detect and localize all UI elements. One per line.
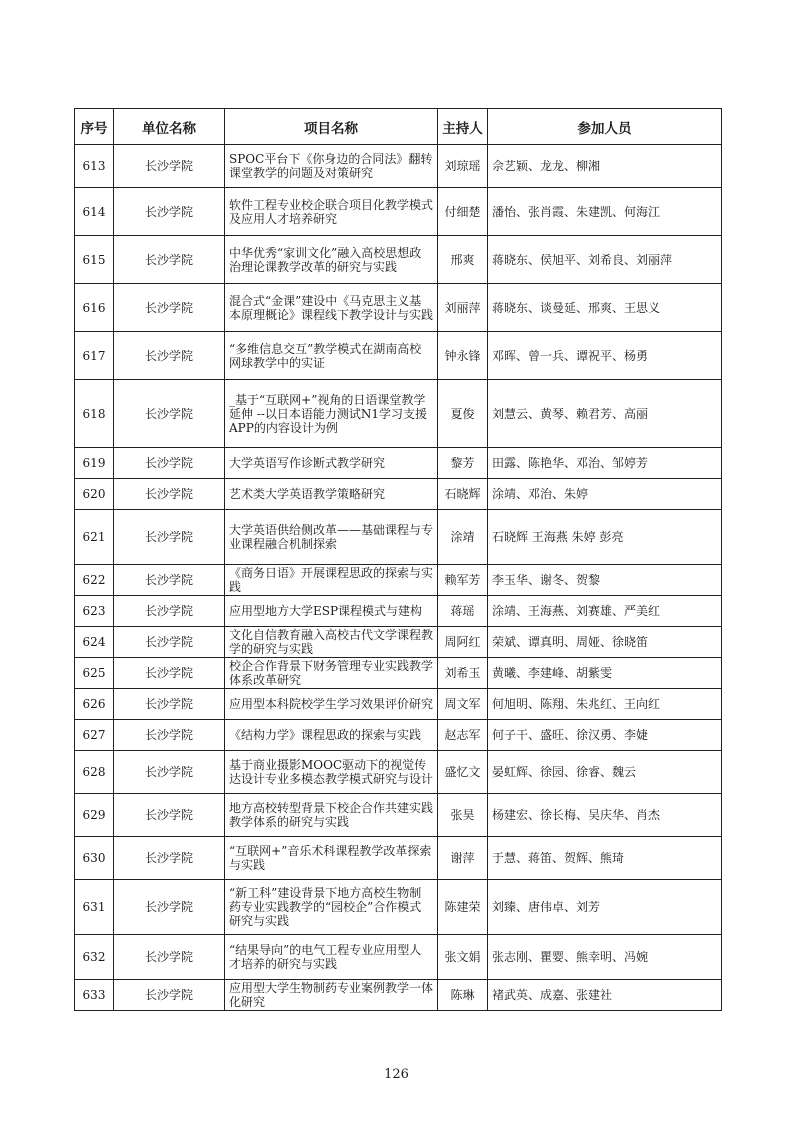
cell-host: 刘希玉 bbox=[438, 658, 488, 689]
cell-serial: 621 bbox=[75, 510, 114, 565]
cell-unit: 长沙学院 bbox=[114, 880, 225, 935]
cell-host: 谢萍 bbox=[438, 837, 488, 880]
cell-project: 地方高校转型背景下校企合作共建实践教学体系的研究与实践 bbox=[225, 794, 438, 837]
table-row bbox=[75, 837, 722, 880]
cell-unit: 长沙学院 bbox=[114, 627, 225, 658]
cell-host: 钟永锋 bbox=[438, 332, 488, 380]
cell-project: 应用型大学生物制药专业案例教学一体化研究 bbox=[225, 980, 438, 1011]
cell-serial: 629 bbox=[75, 794, 114, 837]
cell-project: 基于商业摄影MOOC驱动下的视觉传达设计专业多模态教学模式研究与设计 bbox=[225, 751, 438, 794]
cell-members: 刘臻、唐伟卓、刘芳 bbox=[488, 880, 722, 935]
cell-host: 周文军 bbox=[438, 689, 488, 720]
cell-serial: 619 bbox=[75, 448, 114, 479]
cell-unit: 长沙学院 bbox=[114, 565, 225, 596]
cell-serial: 615 bbox=[75, 236, 114, 284]
cell-unit: 长沙学院 bbox=[114, 596, 225, 627]
cell-serial: 618 bbox=[75, 380, 114, 448]
cell-project: SPOC平台下《你身边的合同法》翻转课堂教学的问题及对策研究 bbox=[225, 145, 438, 188]
cell-members: 何子干、盛旺、徐汉勇、李婕 bbox=[488, 720, 722, 751]
cell-project: 大学英语供给侧改革——基础课程与专业课程融合机制探索 bbox=[225, 510, 438, 565]
header-project: 项目名称 bbox=[225, 109, 438, 145]
cell-unit: 长沙学院 bbox=[114, 837, 225, 880]
cell-host: 陈琳 bbox=[438, 980, 488, 1011]
cell-host: 盛忆文 bbox=[438, 751, 488, 794]
page-number: 126 bbox=[384, 1067, 409, 1082]
cell-serial: 616 bbox=[75, 284, 114, 332]
cell-host: 张昊 bbox=[438, 794, 488, 837]
project-table bbox=[74, 108, 722, 1011]
table-row bbox=[75, 188, 722, 236]
table-header-row bbox=[75, 109, 722, 145]
table-row bbox=[75, 751, 722, 794]
cell-host: 黎芳 bbox=[438, 448, 488, 479]
cell-unit: 长沙学院 bbox=[114, 145, 225, 188]
cell-serial: 614 bbox=[75, 188, 114, 236]
cell-unit: 长沙学院 bbox=[114, 380, 225, 448]
table-row bbox=[75, 980, 722, 1011]
cell-host: 蒋瑶 bbox=[438, 596, 488, 627]
cell-project: 《结构力学》课程思政的探索与实践 bbox=[225, 720, 438, 751]
cell-host: 刘丽萍 bbox=[438, 284, 488, 332]
cell-unit: 长沙学院 bbox=[114, 794, 225, 837]
cell-serial: 625 bbox=[75, 658, 114, 689]
cell-serial: 617 bbox=[75, 332, 114, 380]
cell-serial: 633 bbox=[75, 980, 114, 1011]
cell-host: 涂靖 bbox=[438, 510, 488, 565]
cell-unit: 长沙学院 bbox=[114, 980, 225, 1011]
table-row bbox=[75, 565, 722, 596]
cell-project: 文化自信教育融入高校古代文学课程教学的研究与实践 bbox=[225, 627, 438, 658]
table-row bbox=[75, 284, 722, 332]
cell-serial: 628 bbox=[75, 751, 114, 794]
cell-serial: 627 bbox=[75, 720, 114, 751]
table-row bbox=[75, 145, 722, 188]
table-row bbox=[75, 596, 722, 627]
cell-serial: 632 bbox=[75, 935, 114, 980]
cell-project: 软件工程专业校企联合项目化教学模式及应用人才培养研究 bbox=[225, 188, 438, 236]
header-unit: 单位名称 bbox=[114, 109, 225, 145]
cell-members: 蒋晓东、谈曼延、邢爽、王思义 bbox=[488, 284, 722, 332]
cell-members: 刘慧云、黄琴、赖君芳、高丽 bbox=[488, 380, 722, 448]
cell-members: 黄曦、李建峰、胡紫雯 bbox=[488, 658, 722, 689]
table-row bbox=[75, 380, 722, 448]
cell-project: “互联网+”音乐术科课程教学改革探索与实践 bbox=[225, 837, 438, 880]
table-row bbox=[75, 880, 722, 935]
cell-members: 何旭明、陈翔、朱兆红、王向红 bbox=[488, 689, 722, 720]
cell-members: 邓晖、曾一兵、谭祝平、杨勇 bbox=[488, 332, 722, 380]
table-row bbox=[75, 236, 722, 284]
table-row bbox=[75, 935, 722, 980]
table-row bbox=[75, 510, 722, 565]
cell-unit: 长沙学院 bbox=[114, 332, 225, 380]
cell-project: _基于“互联网+”视角的日语课堂教学延伸 --以日本语能力测试N1学习支援APP的内容设计为例 bbox=[225, 380, 438, 448]
cell-project: “结果导向”的电气工程专业应用型人才培养的研究与实践 bbox=[225, 935, 438, 980]
cell-host: 夏俊 bbox=[438, 380, 488, 448]
cell-members: 褚武英、成嘉、张建社 bbox=[488, 980, 722, 1011]
cell-host: 赵志军 bbox=[438, 720, 488, 751]
table-row bbox=[75, 332, 722, 380]
table-row bbox=[75, 794, 722, 837]
cell-unit: 长沙学院 bbox=[114, 448, 225, 479]
cell-host: 陈建荣 bbox=[438, 880, 488, 935]
cell-host: 邢爽 bbox=[438, 236, 488, 284]
cell-members: 李玉华、谢冬、贺黎 bbox=[488, 565, 722, 596]
cell-host: 付细楚 bbox=[438, 188, 488, 236]
table-row bbox=[75, 720, 722, 751]
cell-host: 石晓辉 bbox=[438, 479, 488, 510]
cell-unit: 长沙学院 bbox=[114, 284, 225, 332]
cell-unit: 长沙学院 bbox=[114, 935, 225, 980]
cell-host: 周阿红 bbox=[438, 627, 488, 658]
cell-members: 石晓辉 王海燕 朱婷 彭亮 bbox=[488, 510, 722, 565]
cell-serial: 613 bbox=[75, 145, 114, 188]
header-serial: 序号 bbox=[75, 109, 114, 145]
cell-unit: 长沙学院 bbox=[114, 510, 225, 565]
cell-host: 刘琼瑶 bbox=[438, 145, 488, 188]
cell-unit: 长沙学院 bbox=[114, 658, 225, 689]
cell-serial: 620 bbox=[75, 479, 114, 510]
cell-members: 晏虹辉、徐园、徐睿、魏云 bbox=[488, 751, 722, 794]
cell-members: 田露、陈艳华、邓治、邹婷芳 bbox=[488, 448, 722, 479]
cell-members: 潘怡、张肖霞、朱建凯、何海江 bbox=[488, 188, 722, 236]
cell-members: 张志刚、瞿婴、熊幸明、冯婉 bbox=[488, 935, 722, 980]
cell-serial: 624 bbox=[75, 627, 114, 658]
cell-serial: 630 bbox=[75, 837, 114, 880]
cell-project: 校企合作背景下财务管理专业实践教学体系改革研究 bbox=[225, 658, 438, 689]
cell-unit: 长沙学院 bbox=[114, 751, 225, 794]
table-row bbox=[75, 448, 722, 479]
cell-members: 涂靖、邓治、朱婷 bbox=[488, 479, 722, 510]
cell-members: 荣斌、谭真明、周娅、徐晓笛 bbox=[488, 627, 722, 658]
cell-serial: 631 bbox=[75, 880, 114, 935]
cell-host: 赖军芳 bbox=[438, 565, 488, 596]
table-row bbox=[75, 689, 722, 720]
cell-project: 艺术类大学英语教学策略研究 bbox=[225, 479, 438, 510]
cell-members: 蒋晓东、侯旭平、刘希良、刘丽萍 bbox=[488, 236, 722, 284]
cell-project: 大学英语写作诊断式教学研究 bbox=[225, 448, 438, 479]
table-row bbox=[75, 658, 722, 689]
cell-project: 应用型地方大学ESP课程模式与建构 bbox=[225, 596, 438, 627]
cell-project: “多维信息交互”教学模式在湖南高校网球教学中的实证 bbox=[225, 332, 438, 380]
table-body bbox=[75, 145, 722, 1011]
header-host: 主持人 bbox=[438, 109, 488, 145]
cell-project: “新工科”建设背景下地方高校生物制药专业实践教学的“园校企”合作模式研究与实践 bbox=[225, 880, 438, 935]
cell-unit: 长沙学院 bbox=[114, 720, 225, 751]
cell-unit: 长沙学院 bbox=[114, 479, 225, 510]
cell-unit: 长沙学院 bbox=[114, 689, 225, 720]
cell-project: 《商务日语》开展课程思政的探索与实践 bbox=[225, 565, 438, 596]
cell-host: 张文娟 bbox=[438, 935, 488, 980]
cell-project: 中华优秀“家训文化”融入高校思想政治理论课教学改革的研究与实践 bbox=[225, 236, 438, 284]
cell-members: 涂靖、王海燕、刘赛雄、严美红 bbox=[488, 596, 722, 627]
cell-members: 佘艺颖、龙龙、柳湘 bbox=[488, 145, 722, 188]
header-members: 参加人员 bbox=[488, 109, 722, 145]
table-row bbox=[75, 479, 722, 510]
cell-unit: 长沙学院 bbox=[114, 236, 225, 284]
cell-project: 应用型本科院校学生学习效果评价研究 bbox=[225, 689, 438, 720]
cell-members: 杨建宏、徐长梅、吴庆华、肖杰 bbox=[488, 794, 722, 837]
cell-serial: 626 bbox=[75, 689, 114, 720]
cell-members: 于慧、蒋笛、贺辉、熊琦 bbox=[488, 837, 722, 880]
cell-unit: 长沙学院 bbox=[114, 188, 225, 236]
cell-serial: 622 bbox=[75, 565, 114, 596]
cell-serial: 623 bbox=[75, 596, 114, 627]
table-row bbox=[75, 627, 722, 658]
cell-project: 混合式“金课”建设中《马克思主义基本原理概论》课程线下教学设计与实践 bbox=[225, 284, 438, 332]
